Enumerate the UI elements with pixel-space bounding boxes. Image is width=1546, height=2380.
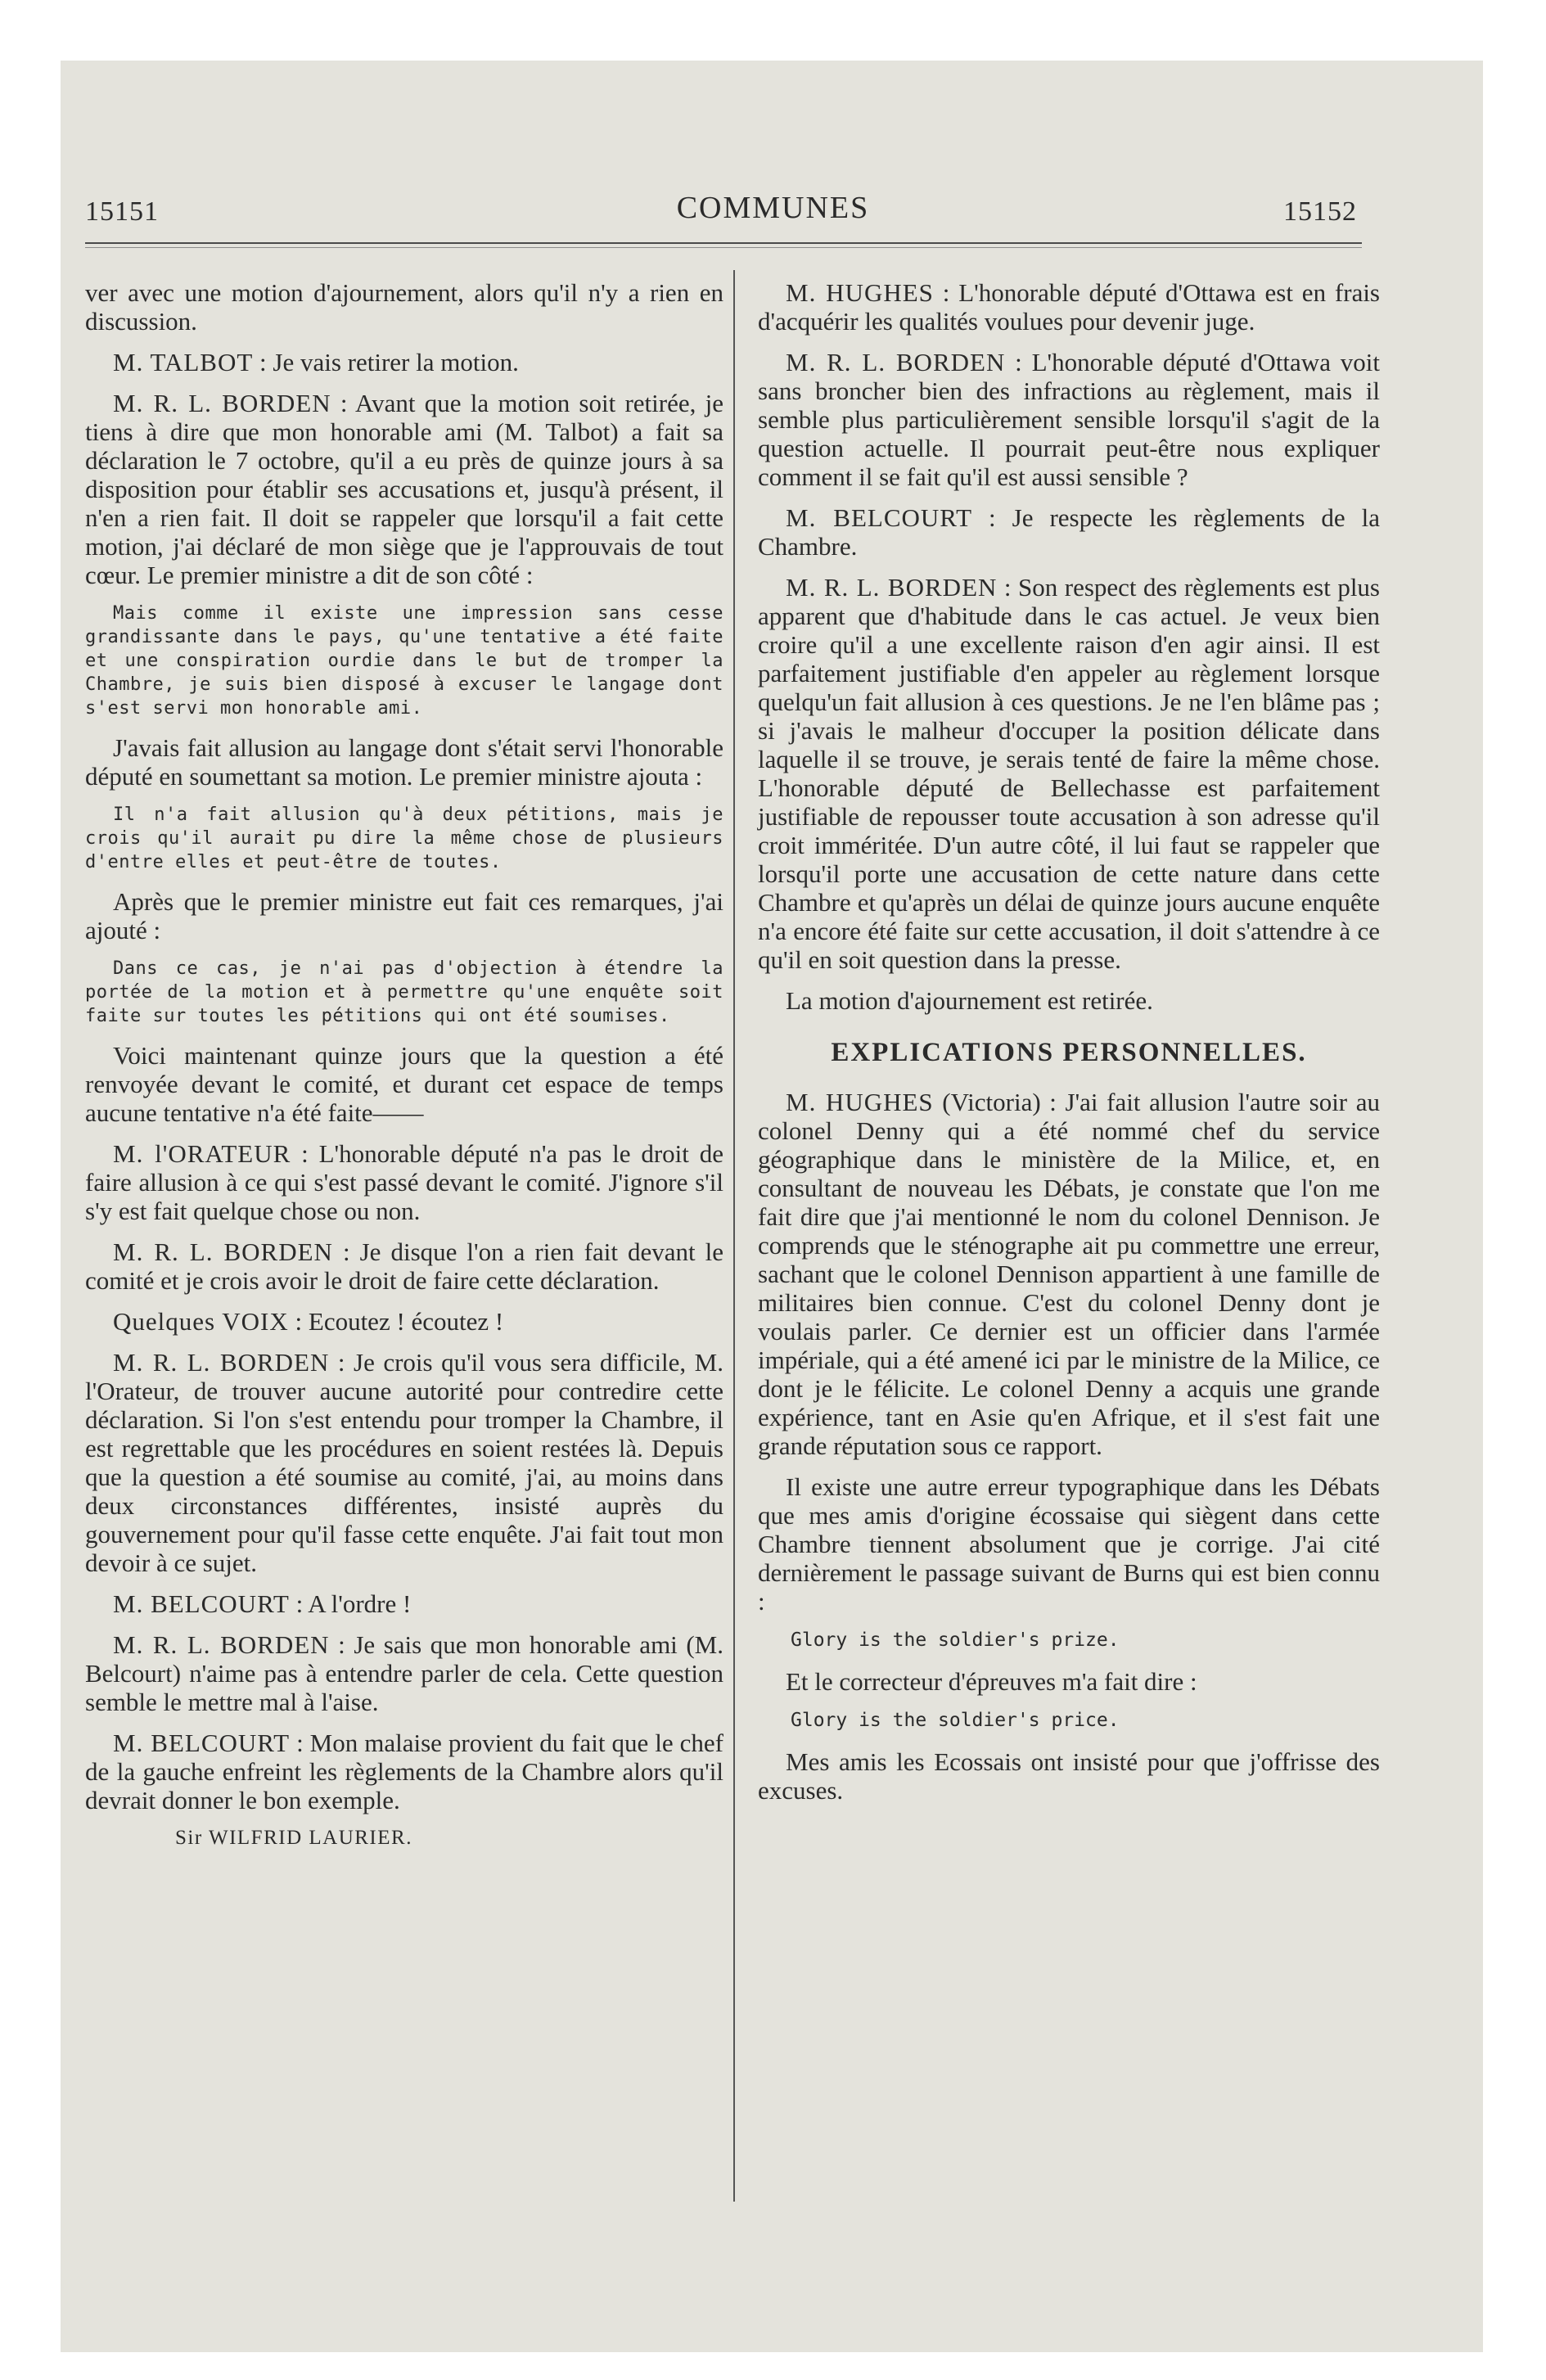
paragraph [85, 733, 723, 791]
paragraph-text: La motion d'ajournement est retirée. [786, 986, 1153, 1015]
quoted-passage [85, 602, 723, 720]
paragraph-text: : Je respecte les règlements de la Chambre. [758, 503, 1380, 561]
page-number-right: 15152 [1283, 196, 1357, 227]
paragraph-text: : Mon malaise provient du fait que le chef de la gauche enfreint les règlements de la Chambre alors qu'il devrait donner le bon exemple. [85, 1729, 723, 1814]
speaker-name: M. HUGHES [786, 1088, 934, 1116]
paragraph [85, 1589, 723, 1618]
left-column [85, 278, 723, 1850]
speaker-name: M. R. L. BORDEN [113, 1237, 333, 1266]
paragraph [758, 1747, 1380, 1805]
header-rule-thin [85, 247, 1362, 248]
paragraph [758, 1472, 1380, 1616]
paragraph [85, 1307, 723, 1336]
paragraph-text: Après que le premier ministre eut fait ces remarques, j'ai ajouté : [85, 887, 723, 944]
paragraph-text: J'avais fait allusion au langage dont s'était servi l'honorable député en soumettant sa motion. Le premier ministre ajouta : [85, 733, 723, 791]
paragraph [85, 1139, 723, 1225]
page-title: COMMUNES [676, 191, 870, 225]
paragraph-text: Glory is the soldier's prize. [791, 1629, 1120, 1651]
paragraph-text: EXPLICATIONS PERSONNELLES. [831, 1038, 1307, 1067]
paragraph [758, 1088, 1380, 1460]
speaker-name: M. BELCOURT [113, 1729, 291, 1757]
paragraph-text: Glory is the soldier's price. [791, 1710, 1120, 1731]
paragraph-text: (Victoria) : J'ai fait allusion l'autre soir au colonel Denny qui a été nommé chef du service géographique dans le ministère de la Milice, et, en consultant de nouveau les Débats, je constate que l'on me fait dire que j'ai mentionné le nom du colonel Dennison. Je comprends que le sténographe ait pu commettre une erreur, sachant que le colonel Dennison appartient à une famille de militaires bien connue. C'est du colonel Denny dont je voulais parler. Ce dernier est un officier dans l'armée impériale, qui a été amené ici par le ministre de la Milice, ce dont je le félicite. Le colonel Denny a acquis une grande expérience, tant en Asie qu'en Afrique, et il s'est fait une grande réputation sous ce rapport. [758, 1088, 1381, 1460]
paragraph [85, 1630, 723, 1716]
paragraph [85, 887, 723, 944]
header-rule [85, 242, 1362, 244]
paragraph-text: : Ecoutez ! écoutez ! [295, 1307, 504, 1336]
paragraph-text: Voici maintenant quinze jours que la question a été renvoyée devant le comité, et durant cet espace de temps aucune tentative n'a été faite—— [85, 1041, 723, 1127]
speaker-name: M. R. L. BORDEN [113, 1630, 330, 1659]
speaker-name: Quelques VOIX [113, 1307, 289, 1336]
paragraph [758, 278, 1380, 336]
paragraph [85, 348, 723, 376]
paragraph [85, 1041, 723, 1127]
paragraph-text: Sir WILFRID LAURIER. [175, 1827, 412, 1849]
paragraph-text: : Son respect des règlements est plus apparent que d'habitude dans le cas actuel. Je veux bien croire qu'il a une excellente raison d'en agir ainsi. Il est parfaitement justifiable d'en appeler au règlement lorsque quelqu'un fait allusion à ces questions. Je ne l'en blâme pas ; si j'avais le malheur d'occuper la position délicate dans laquelle il se trouve, je serais tenté de faire la même chose. L'honorable député de Bellechasse est parfaitement justifiable de repousser toute accusation à son adresse qu'il croit imméritée. D'un autre côté, il lui faut se rappeler que lorsqu'il porte une accusation de cette nature dans cette Chambre et qu'après un délai de quinze jours aucune enquête n'a encore été faite sur cette accusation, il doit s'attendre à ce qu'il en soit question dans la presse. [758, 573, 1380, 974]
speaker-name: M. R. L. BORDEN [786, 573, 998, 602]
page-number-left: 15151 [85, 196, 159, 227]
paragraph-text: : L'honorable député d'Ottawa voit sans broncher bien des infractions au règlement, mais il semble plus particulièrement sensible lorsqu'il s'agit de la question actuelle. Il pourrait peut-être nous expliquer comment il se fait qu'il est aussi sensible ? [758, 348, 1380, 491]
paragraph-text: Mais comme il existe une impression sans cesse grandissante dans le pays, qu'une tentative a été faite et une conspiration ourdie dans le but de tromper la Chambre, je suis bien disposé à excuser le langage dont s'est servi mon honorable ami. [85, 603, 723, 719]
paragraph-text: : Avant que la motion soit retirée, je tiens à dire que mon honorable ami (M. Talbot) a fait sa déclaration le 7 octobre, qu'il a eu près de quinze jours à sa disposition pour établir ses accusations et, jusqu'à présent, il n'en a rien fait. Il doit se rappeler que lorsqu'il a fait cette motion, j'ai déclaré de mon siège que je l'approuvais de tout cœur. Le premier ministre a dit de son côté : [85, 389, 723, 589]
paragraph [758, 348, 1380, 491]
speaker-name: M. R. L. BORDEN [113, 1348, 330, 1377]
paragraph-text: Il n'a fait allusion qu'à deux pétitions, mais je crois qu'il aurait pu dire la même chose de plusieurs d'entre elles et peut-être de toutes. [85, 805, 723, 872]
paragraph-text: Dans ce cas, je n'ai pas d'objection à étendre la portée de la motion et à permettre qu'une enquête soit faite sur toutes les pétitions qui ont été soumises. [85, 958, 723, 1026]
paragraph-text: Mes amis les Ecossais ont insisté pour que j'offrisse des excuses. [758, 1747, 1380, 1805]
paragraph [85, 278, 723, 336]
paragraph-text: Et le correcteur d'épreuves m'a fait dire : [786, 1667, 1197, 1696]
paragraph-text: : Je sais que mon honorable ami (M. Belcourt) n'aime pas à entendre parler de cela. Cette question semble le mettre mal à l'aise. [85, 1630, 723, 1716]
section-title [758, 1038, 1380, 1068]
paragraph [85, 1348, 723, 1577]
column-divider [733, 270, 735, 2202]
paragraph [758, 1667, 1380, 1696]
speaker-name: M. l'ORATEUR [113, 1139, 291, 1168]
paragraph-text: : A l'ordre ! [295, 1589, 412, 1618]
paragraph-text: : Je vais retirer la motion. [259, 348, 519, 376]
paragraph-text: Il existe une autre erreur typographique dans les Débats que mes amis d'origine écossaise qui siègent dans cette Chambre tiennent absolument que je corrige. J'ai cité dernièrement le passage suivant de Burns qui est bien connu : [758, 1472, 1380, 1616]
right-column [758, 278, 1380, 1817]
quoted-verse [758, 1708, 1380, 1733]
speaker-name: M. TALBOT [113, 348, 254, 376]
quoted-verse [758, 1628, 1380, 1652]
speaker-name: M. R. L. BORDEN [786, 348, 1006, 376]
paragraph [758, 503, 1380, 561]
paragraph [85, 1237, 723, 1295]
paragraph-text: : L'honorable député n'a pas le droit de faire allusion à ce qui s'est passé devant le comité. J'ignore s'il s'y est fait quelque chose ou non. [85, 1139, 723, 1225]
paragraph [85, 1729, 723, 1814]
paragraph [758, 573, 1380, 974]
speaker-name: M. R. L. BORDEN [113, 389, 331, 417]
paragraph-text: : Je crois qu'il vous sera difficile, M. l'Orateur, de trouver aucune autorité pour contredire cette déclaration. Si l'on s'est entendu pour tromper la Chambre, il est regrettable que les procédures en soient restées là. Depuis que la question a été soumise au comité, j'ai, au moins dans deux circonstances différentes, insisté auprès du gouvernement pour qu'il fasse cette enquête. J'ai fait tout mon devoir à ce sujet. [85, 1348, 723, 1577]
quoted-passage [85, 957, 723, 1028]
paragraph [85, 389, 723, 589]
paragraph-text: : Je disque l'on a rien fait devant le comité et je crois avoir le droit de faire cette déclaration. [85, 1237, 723, 1295]
paragraph [758, 986, 1380, 1015]
quoted-passage [85, 803, 723, 874]
speaker-name: M. HUGHES [786, 278, 934, 307]
paragraph-text: ver avec une motion d'ajournement, alors qu'il n'y a rien en discussion. [85, 278, 723, 336]
speaker-heading [85, 1827, 723, 1850]
speaker-name: M. BELCOURT [786, 503, 973, 532]
speaker-name: M. BELCOURT [113, 1589, 290, 1618]
paragraph-text: : L'honorable député d'Ottawa est en frais d'acquérir les qualités voulues pour devenir juge. [758, 278, 1381, 336]
